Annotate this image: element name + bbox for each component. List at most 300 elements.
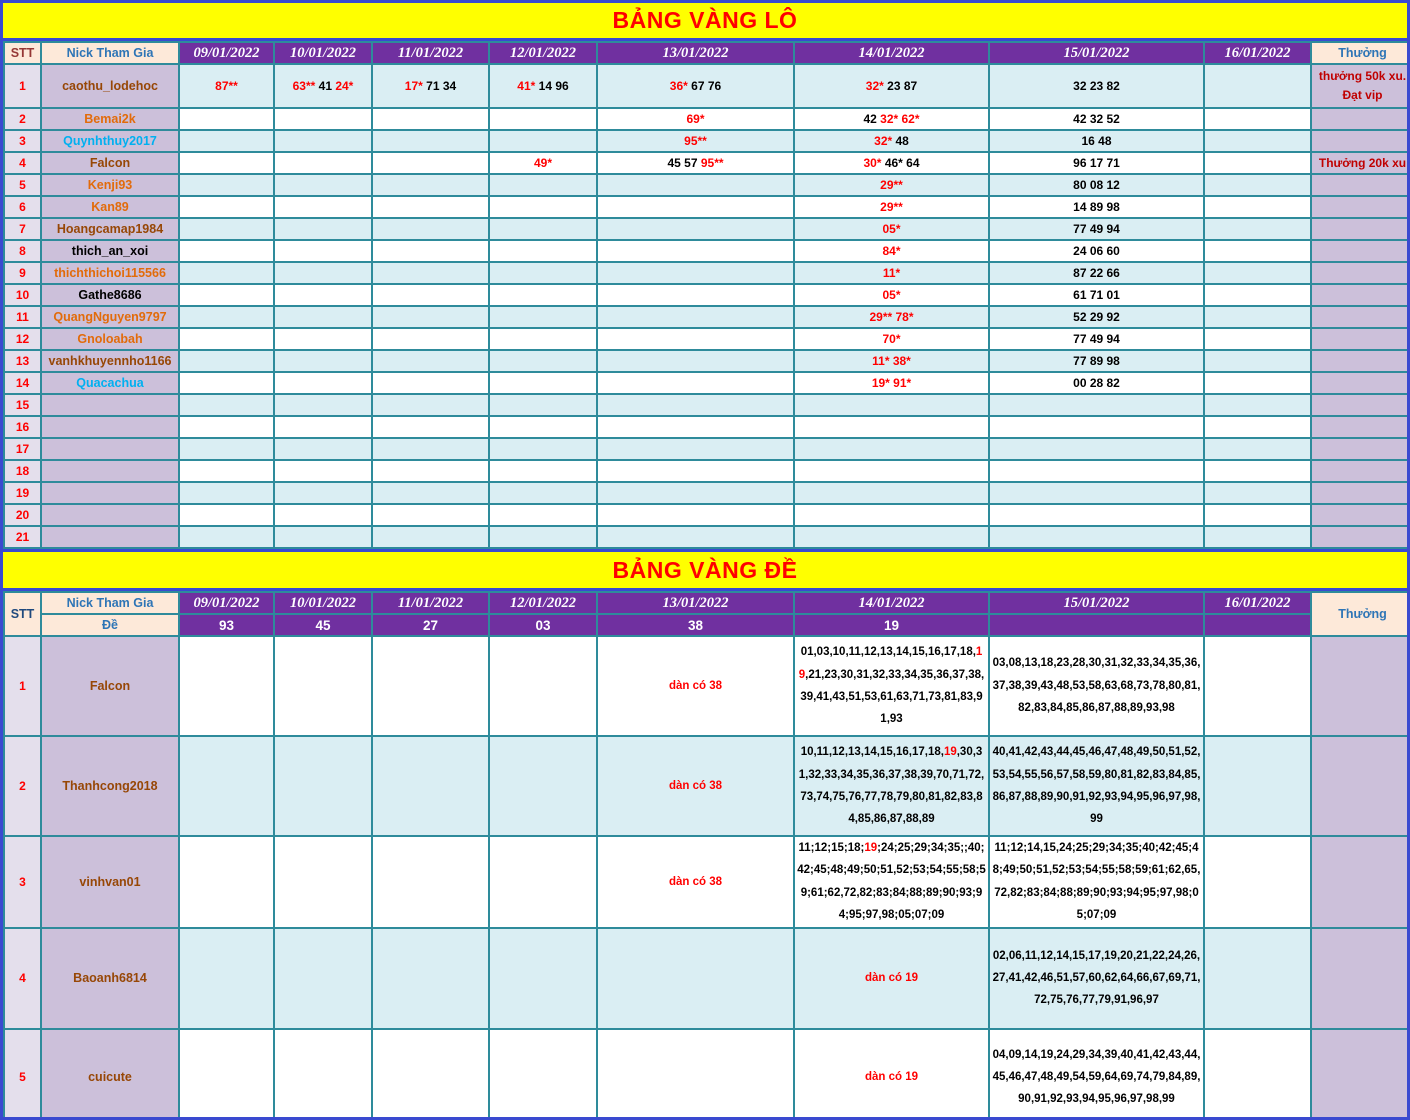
lo-value-cell[interactable] <box>794 372 989 394</box>
lo-value-cell[interactable] <box>489 284 597 306</box>
lo-value-cell[interactable] <box>372 64 489 108</box>
lo-reward-cell[interactable] <box>1311 394 1410 416</box>
lo-value-cell[interactable] <box>179 108 274 130</box>
lo-value-cell[interactable] <box>597 174 794 196</box>
de-value-cell[interactable] <box>989 836 1204 928</box>
de-row <box>4 1029 1410 1120</box>
de-value-cell[interactable] <box>989 636 1204 736</box>
lo-value-cell[interactable] <box>794 64 989 108</box>
lo-value-cell[interactable] <box>372 416 489 438</box>
lo-value-cell[interactable] <box>1204 350 1311 372</box>
de-value-cell[interactable] <box>274 836 372 928</box>
de-reward-cell[interactable] <box>1311 928 1410 1029</box>
lo-row-number[interactable]: 17 <box>4 438 41 460</box>
lo-nickname-cell[interactable] <box>41 504 179 526</box>
lo-nickname-cell[interactable]: Gnoloabah <box>41 328 179 350</box>
de-value-cell[interactable] <box>597 836 794 928</box>
lo-value-cell[interactable] <box>372 108 489 130</box>
lo-value-cell[interactable] <box>489 174 597 196</box>
cell-text: 32* <box>865 79 884 93</box>
lo-value-cell[interactable] <box>372 152 489 174</box>
lo-value-cell[interactable] <box>372 504 489 526</box>
de-row-number[interactable]: 3 <box>4 836 41 928</box>
lo-value-cell[interactable] <box>597 64 794 108</box>
de-value-cell[interactable] <box>179 636 274 736</box>
lo-value-cell[interactable] <box>489 372 597 394</box>
lo-value-cell[interactable] <box>794 504 989 526</box>
lo-row-number[interactable]: 9 <box>4 262 41 284</box>
lo-value-cell[interactable] <box>274 350 372 372</box>
lo-reward-cell[interactable] <box>1311 460 1410 482</box>
lo-value-cell[interactable] <box>179 482 274 504</box>
lo-row-number[interactable]: 11 <box>4 306 41 328</box>
lo-value-cell[interactable] <box>372 482 489 504</box>
lo-value-cell[interactable] <box>489 240 597 262</box>
lo-reward-cell[interactable] <box>1311 416 1410 438</box>
lo-value-cell[interactable] <box>597 460 794 482</box>
lo-value-cell[interactable] <box>1204 284 1311 306</box>
de-value-cell[interactable] <box>274 928 372 1029</box>
lo-row-number[interactable]: 1 <box>4 64 41 108</box>
de-value-cell[interactable] <box>489 1029 597 1120</box>
lo-nickname-cell[interactable]: Hoangcamap1984 <box>41 218 179 240</box>
lo-value-cell[interactable] <box>489 262 597 284</box>
de-value-cell[interactable] <box>372 636 489 736</box>
de-value-cell[interactable] <box>179 1029 274 1120</box>
lo-reward-cell[interactable] <box>1311 196 1410 218</box>
lo-value-cell[interactable] <box>989 174 1204 196</box>
de-value-cell[interactable] <box>597 736 794 836</box>
lo-value-cell[interactable] <box>274 152 372 174</box>
de-value-cell[interactable] <box>989 736 1204 836</box>
lo-value-cell[interactable] <box>989 372 1204 394</box>
lo-value-cell[interactable] <box>274 416 372 438</box>
lo-value-cell[interactable] <box>794 482 989 504</box>
lo-value-cell[interactable] <box>989 218 1204 240</box>
lo-value-cell[interactable] <box>989 306 1204 328</box>
lo-value-cell[interactable] <box>989 262 1204 284</box>
lo-value-cell[interactable] <box>372 262 489 284</box>
lo-value-cell[interactable] <box>794 218 989 240</box>
de-value-cell[interactable] <box>372 736 489 836</box>
lo-value-cell[interactable] <box>989 350 1204 372</box>
lo-value-cell[interactable] <box>1204 174 1311 196</box>
lo-value-cell[interactable] <box>989 526 1204 548</box>
lo-value-cell[interactable] <box>597 108 794 130</box>
lo-nickname-cell[interactable]: Bemai2k <box>41 108 179 130</box>
lo-value-cell[interactable] <box>794 174 989 196</box>
lo-nickname-cell[interactable] <box>41 394 179 416</box>
de-value-cell[interactable] <box>794 928 989 1029</box>
lo-value-cell[interactable] <box>1204 394 1311 416</box>
lo-nickname-cell[interactable]: Quynhthuy2017 <box>41 130 179 152</box>
lo-value-cell[interactable] <box>489 460 597 482</box>
cell-text: 42 32 52 <box>1073 112 1120 126</box>
lo-value-cell[interactable] <box>179 416 274 438</box>
de-reward-cell[interactable] <box>1311 836 1410 928</box>
lo-table-body <box>4 64 1410 548</box>
lo-value-cell[interactable] <box>489 218 597 240</box>
lo-value-cell[interactable] <box>597 306 794 328</box>
lo-value-cell[interactable] <box>1204 240 1311 262</box>
de-row-number[interactable]: 4 <box>4 928 41 1029</box>
lo-value-cell[interactable] <box>794 284 989 306</box>
lo-reward-cell[interactable] <box>1311 130 1410 152</box>
lo-value-cell[interactable] <box>179 350 274 372</box>
lo-value-cell[interactable] <box>372 284 489 306</box>
cell-text: 19 <box>864 842 878 854</box>
lo-value-cell[interactable] <box>597 482 794 504</box>
de-value-cell[interactable] <box>1204 636 1311 736</box>
lo-value-cell[interactable] <box>794 262 989 284</box>
de-row-number[interactable]: 2 <box>4 736 41 836</box>
de-reward-cell[interactable] <box>1311 1029 1410 1120</box>
de-value-cell[interactable] <box>489 928 597 1029</box>
lo-value-cell[interactable] <box>1204 438 1311 460</box>
lo-row-number[interactable]: 5 <box>4 174 41 196</box>
lo-nickname-cell[interactable] <box>41 416 179 438</box>
lo-value-cell[interactable] <box>179 460 274 482</box>
lo-value-cell[interactable] <box>179 64 274 108</box>
lo-row-number[interactable]: 20 <box>4 504 41 526</box>
lo-value-cell[interactable] <box>489 306 597 328</box>
lo-value-cell[interactable] <box>794 394 989 416</box>
lo-value-cell[interactable] <box>372 306 489 328</box>
lo-row-number[interactable]: 14 <box>4 372 41 394</box>
lo-value-cell[interactable] <box>1204 306 1311 328</box>
lo-value-cell[interactable] <box>597 240 794 262</box>
lo-row-number[interactable]: 7 <box>4 218 41 240</box>
lo-value-cell[interactable] <box>489 482 597 504</box>
lo-row-number[interactable]: 21 <box>4 526 41 548</box>
lo-value-cell[interactable] <box>1204 482 1311 504</box>
lo-value-cell[interactable] <box>597 130 794 152</box>
lo-value-cell[interactable] <box>989 196 1204 218</box>
lo-value-cell[interactable] <box>794 438 989 460</box>
lo-nickname-cell[interactable]: Quacachua <box>41 372 179 394</box>
lo-value-cell[interactable] <box>597 394 794 416</box>
de-value-cell[interactable] <box>794 836 989 928</box>
lo-row-number[interactable]: 16 <box>4 416 41 438</box>
lo-value-cell[interactable] <box>179 284 274 306</box>
lo-value-cell[interactable] <box>179 504 274 526</box>
lo-value-cell[interactable] <box>274 64 372 108</box>
lo-value-cell[interactable] <box>274 262 372 284</box>
lo-nickname-cell[interactable]: Gathe8686 <box>41 284 179 306</box>
lo-value-cell[interactable] <box>372 526 489 548</box>
lo-value-cell[interactable] <box>794 152 989 174</box>
lo-value-cell[interactable] <box>489 328 597 350</box>
lo-row-number[interactable]: 4 <box>4 152 41 174</box>
de-value-cell[interactable] <box>179 736 274 836</box>
lo-reward-cell[interactable] <box>1311 482 1410 504</box>
lo-value-cell[interactable] <box>179 240 274 262</box>
de-date-header: 11/01/2022 <box>372 592 489 614</box>
de-nickname-cell[interactable]: vinhvan01 <box>41 836 179 928</box>
lo-value-cell[interactable] <box>274 306 372 328</box>
lo-value-cell[interactable] <box>989 328 1204 350</box>
lo-value-cell[interactable] <box>794 526 989 548</box>
lo-value-cell[interactable] <box>179 262 274 284</box>
de-value-cell[interactable] <box>274 1029 372 1120</box>
lo-value-cell[interactable] <box>597 526 794 548</box>
cell-text: 36* <box>669 79 688 93</box>
lo-reward-cell[interactable] <box>1311 174 1410 196</box>
lo-row <box>4 526 1410 548</box>
lo-row-number[interactable]: 3 <box>4 130 41 152</box>
lo-reward-cell[interactable] <box>1311 372 1410 394</box>
de-value-cell[interactable] <box>489 636 597 736</box>
lo-value-cell[interactable] <box>372 328 489 350</box>
lo-value-cell[interactable] <box>489 504 597 526</box>
lo-nickname-cell[interactable]: vanhkhuyennho1166 <box>41 350 179 372</box>
lo-nickname-cell[interactable]: Falcon <box>41 152 179 174</box>
lo-value-cell[interactable] <box>372 240 489 262</box>
de-value-cell[interactable] <box>597 636 794 736</box>
lo-value-cell[interactable] <box>989 482 1204 504</box>
lo-value-cell[interactable] <box>179 152 274 174</box>
lo-reward-cell[interactable] <box>1311 262 1410 284</box>
lo-value-cell[interactable] <box>989 504 1204 526</box>
lo-value-cell[interactable] <box>372 218 489 240</box>
de-value-cell[interactable] <box>794 1029 989 1120</box>
lo-value-cell[interactable] <box>1204 152 1311 174</box>
de-value-cell[interactable] <box>179 836 274 928</box>
lo-value-cell[interactable] <box>179 526 274 548</box>
lo-nickname-cell[interactable] <box>41 460 179 482</box>
lo-value-cell[interactable] <box>989 152 1204 174</box>
lo-value-cell[interactable] <box>989 394 1204 416</box>
lo-value-cell[interactable] <box>489 394 597 416</box>
lo-value-cell[interactable] <box>794 306 989 328</box>
lo-value-cell[interactable] <box>794 240 989 262</box>
lo-value-cell[interactable] <box>989 438 1204 460</box>
de-value-cell[interactable] <box>489 836 597 928</box>
de-value-cell[interactable] <box>989 1029 1204 1120</box>
lo-value-cell[interactable] <box>489 64 597 108</box>
de-value-cell[interactable] <box>179 928 274 1029</box>
lo-nickname-cell[interactable]: thichthichoi115566 <box>41 262 179 284</box>
lo-reward-cell[interactable] <box>1311 218 1410 240</box>
lo-row <box>4 64 1410 108</box>
lo-reward-cell[interactable] <box>1311 108 1410 130</box>
de-value-cell[interactable] <box>274 736 372 836</box>
lo-value-cell[interactable] <box>1204 372 1311 394</box>
lo-value-cell[interactable] <box>372 372 489 394</box>
lo-value-cell[interactable] <box>597 262 794 284</box>
lo-row-number[interactable]: 12 <box>4 328 41 350</box>
lo-value-cell[interactable] <box>489 526 597 548</box>
lo-value-cell[interactable] <box>1204 196 1311 218</box>
de-value-cell[interactable] <box>1204 736 1311 836</box>
lo-value-cell[interactable] <box>1204 526 1311 548</box>
lo-reward-cell[interactable] <box>1311 504 1410 526</box>
lo-reward-cell[interactable] <box>1311 284 1410 306</box>
de-reward-cell[interactable] <box>1311 736 1410 836</box>
lo-value-cell[interactable] <box>274 372 372 394</box>
lo-value-cell[interactable] <box>372 460 489 482</box>
cell-text: 48 <box>892 134 909 148</box>
lo-value-cell[interactable] <box>274 130 372 152</box>
lo-value-cell[interactable] <box>597 504 794 526</box>
lo-nickname-cell[interactable] <box>41 438 179 460</box>
de-value-cell[interactable] <box>372 836 489 928</box>
lo-value-cell[interactable] <box>489 130 597 152</box>
lo-value-cell[interactable] <box>1204 130 1311 152</box>
lo-value-cell[interactable] <box>597 372 794 394</box>
lo-row-number[interactable]: 13 <box>4 350 41 372</box>
lo-value-cell[interactable] <box>489 108 597 130</box>
de-nickname-cell[interactable]: Thanhcong2018 <box>41 736 179 836</box>
lo-value-cell[interactable] <box>989 416 1204 438</box>
lo-value-cell[interactable] <box>1204 64 1311 108</box>
lo-nickname-cell[interactable]: Kan89 <box>41 196 179 218</box>
lo-value-cell[interactable] <box>794 196 989 218</box>
lo-nickname-cell[interactable] <box>41 482 179 504</box>
lo-value-cell[interactable] <box>372 196 489 218</box>
lo-value-cell[interactable] <box>179 328 274 350</box>
lo-reward-cell[interactable]: thưởng 50k xu. Đạt vip <box>1311 64 1410 108</box>
de-value-cell[interactable] <box>372 928 489 1029</box>
lo-value-cell[interactable] <box>372 174 489 196</box>
lo-value-cell[interactable] <box>274 284 372 306</box>
lo-reward-cell[interactable] <box>1311 240 1410 262</box>
lo-row-number[interactable]: 19 <box>4 482 41 504</box>
de-reward-cell[interactable] <box>1311 636 1410 736</box>
lo-reward-cell[interactable]: Thưởng 20k xu <box>1311 152 1410 174</box>
lo-reward-cell[interactable] <box>1311 438 1410 460</box>
lo-value-cell[interactable] <box>597 152 794 174</box>
lo-value-cell[interactable] <box>989 460 1204 482</box>
lo-value-cell[interactable] <box>372 394 489 416</box>
lo-reward-cell[interactable] <box>1311 526 1410 548</box>
lo-value-cell[interactable] <box>179 218 274 240</box>
lo-value-cell[interactable] <box>597 284 794 306</box>
lo-value-cell[interactable] <box>1204 262 1311 284</box>
lo-value-cell[interactable] <box>274 218 372 240</box>
lo-row-number[interactable]: 8 <box>4 240 41 262</box>
de-value-cell[interactable] <box>1204 1029 1311 1120</box>
lo-value-cell[interactable] <box>1204 328 1311 350</box>
lo-value-cell[interactable] <box>372 438 489 460</box>
lo-value-cell[interactable] <box>489 152 597 174</box>
lo-value-cell[interactable] <box>179 306 274 328</box>
lo-value-cell[interactable] <box>274 482 372 504</box>
lo-reward-cell[interactable] <box>1311 328 1410 350</box>
lo-value-cell[interactable] <box>274 108 372 130</box>
lo-value-cell[interactable] <box>597 196 794 218</box>
lo-value-cell[interactable] <box>1204 218 1311 240</box>
lo-value-cell[interactable] <box>372 130 489 152</box>
lo-value-cell[interactable] <box>489 350 597 372</box>
lo-value-cell[interactable] <box>179 130 274 152</box>
lo-row-number[interactable]: 2 <box>4 108 41 130</box>
lo-value-cell[interactable] <box>597 218 794 240</box>
lo-row-number[interactable]: 6 <box>4 196 41 218</box>
lo-row-number[interactable]: 18 <box>4 460 41 482</box>
lo-value-cell[interactable] <box>989 108 1204 130</box>
lo-value-cell[interactable] <box>794 108 989 130</box>
de-value-cell[interactable] <box>989 928 1204 1029</box>
de-value-cell[interactable] <box>597 1029 794 1120</box>
lo-value-cell[interactable] <box>794 416 989 438</box>
lo-date-header: 15/01/2022 <box>989 42 1204 64</box>
lo-reward-cell[interactable] <box>1311 350 1410 372</box>
lo-value-cell[interactable] <box>1204 460 1311 482</box>
lo-value-cell[interactable] <box>274 504 372 526</box>
de-value-cell[interactable] <box>372 1029 489 1120</box>
lo-value-cell[interactable] <box>794 460 989 482</box>
de-nickname-cell[interactable]: Baoanh6814 <box>41 928 179 1029</box>
lo-row-number[interactable]: 15 <box>4 394 41 416</box>
lo-value-cell[interactable] <box>989 64 1204 108</box>
lo-value-cell[interactable] <box>1204 416 1311 438</box>
lo-value-cell[interactable] <box>794 350 989 372</box>
de-value-cell[interactable] <box>794 736 989 836</box>
lo-value-cell[interactable] <box>597 438 794 460</box>
lo-value-cell[interactable] <box>274 196 372 218</box>
lo-value-cell[interactable] <box>372 350 489 372</box>
lo-value-cell[interactable] <box>179 174 274 196</box>
lo-value-cell[interactable] <box>989 130 1204 152</box>
lo-value-cell[interactable] <box>597 416 794 438</box>
cell-text: 30* <box>863 156 882 170</box>
lo-value-cell[interactable] <box>179 394 274 416</box>
lo-value-cell[interactable] <box>274 240 372 262</box>
de-value-cell[interactable] <box>1204 928 1311 1029</box>
lo-nickname-cell[interactable]: Kenji93 <box>41 174 179 196</box>
lo-value-cell[interactable] <box>179 196 274 218</box>
lo-value-cell[interactable] <box>794 328 989 350</box>
de-result-header: 45 <box>274 614 372 636</box>
de-value-cell[interactable] <box>794 636 989 736</box>
de-nickname-cell[interactable]: Falcon <box>41 636 179 736</box>
lo-value-cell[interactable] <box>489 416 597 438</box>
lo-value-cell[interactable] <box>1204 504 1311 526</box>
lo-nickname-cell[interactable]: QuangNguyen9797 <box>41 306 179 328</box>
lo-value-cell[interactable] <box>489 196 597 218</box>
lo-value-cell[interactable] <box>1204 108 1311 130</box>
lo-value-cell[interactable] <box>274 394 372 416</box>
lo-value-cell[interactable] <box>989 240 1204 262</box>
lo-nickname-cell[interactable]: thich_an_xoi <box>41 240 179 262</box>
lo-value-cell[interactable] <box>274 526 372 548</box>
de-value-cell[interactable] <box>274 636 372 736</box>
lo-value-cell[interactable] <box>597 328 794 350</box>
de-value-cell[interactable] <box>489 736 597 836</box>
lo-value-cell[interactable] <box>274 438 372 460</box>
lo-value-cell[interactable] <box>274 328 372 350</box>
de-row-number[interactable]: 1 <box>4 636 41 736</box>
lo-nickname-cell[interactable]: caothu_lodehoc <box>41 64 179 108</box>
de-value-cell[interactable] <box>1204 836 1311 928</box>
de-nickname-cell[interactable]: cuicute <box>41 1029 179 1120</box>
lo-value-cell[interactable] <box>274 460 372 482</box>
de-row-number[interactable]: 5 <box>4 1029 41 1120</box>
de-value-cell[interactable] <box>597 928 794 1029</box>
lo-value-cell[interactable] <box>274 174 372 196</box>
cell-text: 87 22 66 <box>1073 266 1120 280</box>
lo-value-cell[interactable] <box>179 372 274 394</box>
lo-value-cell[interactable] <box>489 438 597 460</box>
lo-value-cell[interactable] <box>794 130 989 152</box>
lo-value-cell[interactable] <box>179 438 274 460</box>
lo-value-cell[interactable] <box>989 284 1204 306</box>
lo-reward-cell[interactable] <box>1311 306 1410 328</box>
lo-nickname-cell[interactable] <box>41 526 179 548</box>
lo-value-cell[interactable] <box>597 350 794 372</box>
lo-row-number[interactable]: 10 <box>4 284 41 306</box>
